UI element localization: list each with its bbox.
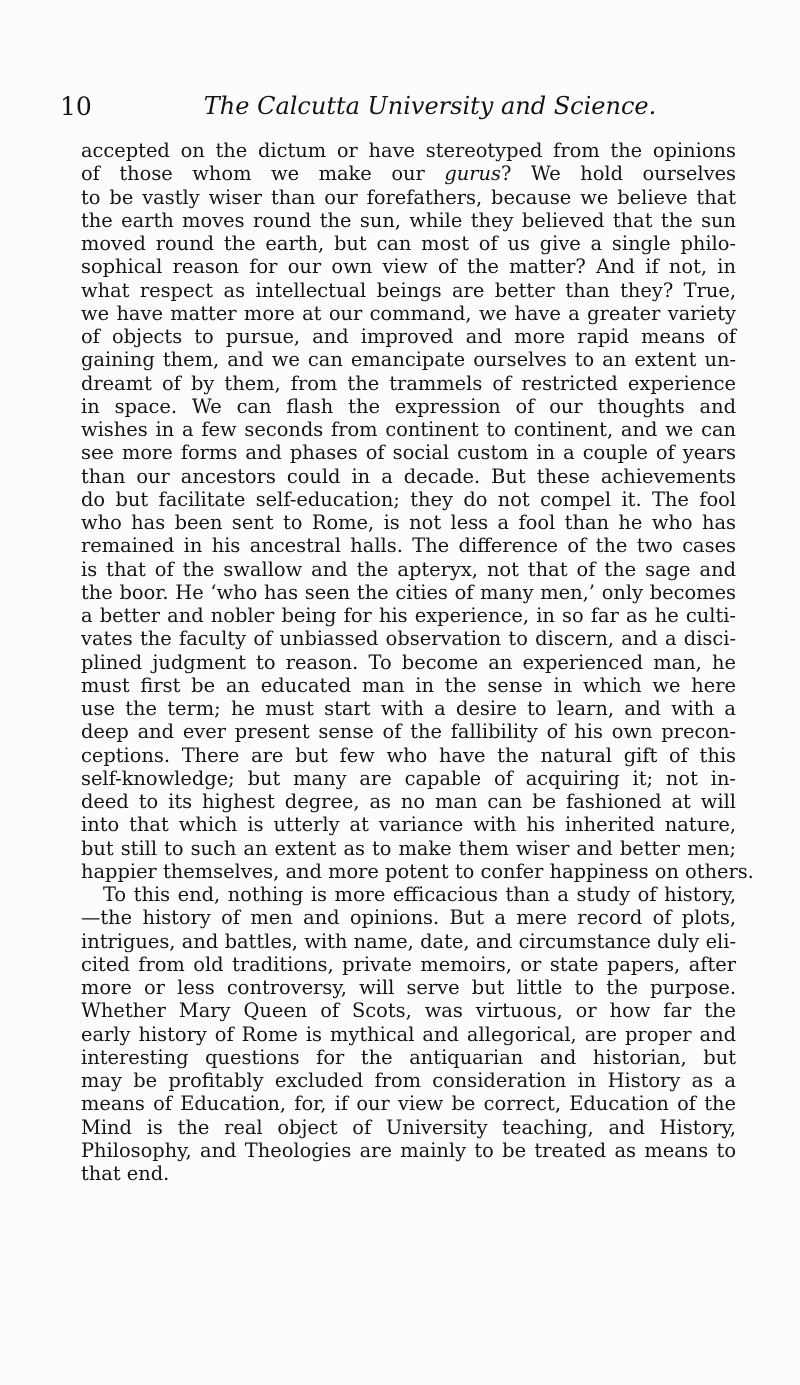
text-line: we have matter more at our command, we have a greater variety [81,301,736,325]
text-line: to be vastly wiser than our forefathers, because we believe that [81,185,736,209]
text-line: Mind is the real object of University teaching, and History, [81,1115,736,1139]
text-line: do but facilitate self-education; they do not compel it. The fool [81,487,736,511]
text-line: the boor. He ‘who has seen the cities of many men,’ only becomes [81,580,736,604]
text-line: Whether Mary Queen of Scots, was virtuous, or how far the [81,999,736,1023]
text-line: —the history of men and opinions. But a mere record of plots, [81,906,736,930]
text-line: deep and ever present sense of the fallibility of his own precon- [81,720,736,744]
text-line: ceptions. There are but few who have the natural gift of this [81,743,736,767]
text-line: sophical reason for our own view of the matter? And if not, in [81,255,736,279]
text-line: who has been sent to Rome, is not less a fool than he who has [81,511,736,534]
text-line: means of Education, for, if our view be correct, Education of the [81,1092,736,1116]
page-number: 10 [60,92,92,121]
text-line: moved round the earth, but can most of us give a single philo- [81,232,736,255]
text-line: see more forms and phases of social custom in a couple of years [81,441,736,465]
text-line: deed to its highest degree, as no man can be fashioned at will [81,790,736,813]
text-line: the earth moves round the sun, while they believed that the sun [81,208,736,232]
text-line: To this end, nothing is more efficacious than a study of history, [103,883,736,906]
text-line: dreamt of by them, from the trammels of restricted experience [81,371,736,395]
text-line: cited from old traditions, private memoirs, or state papers, after [81,952,736,976]
text-line: wishes in a few seconds from continent to continent, and we can [81,418,736,441]
body-text [81,139,754,1185]
text-line: early history of Rome is mythical and allegorical, are proper and [81,1022,736,1046]
text-line: of objects to pursue, and improved and more rapid means of [81,325,736,348]
running-head: The Calcutta University and Science. [203,92,657,120]
text-line: interesting questions for the antiquarian and historian, but [81,1045,736,1069]
text-line: in space. We can flash the expression of our thoughts and [81,394,736,418]
text-line: vates the faculty of unbiassed observation to discern, and a disci- [81,627,736,651]
text-line: what respect as intellectual beings are better than they? True, [81,278,736,302]
text-line: happier themselves, and more potent to confer happiness on others. [81,859,754,883]
text-segment: ? We hold ourselves [500,162,736,186]
text-line: more or less controversy, will serve but little to the purpose. [81,976,736,999]
text-line: but still to such an extent as to make them wiser and better men; [81,836,736,860]
text-line: accepted on the dictum or have stereotyped from the opinions [81,139,736,162]
text-line: must first be an educated man in the sense in which we here [81,673,736,697]
text-line: that end. [81,1162,170,1185]
text-line: than our ancestors could in a decade. But these achievements [81,464,736,488]
text-line [81,162,736,185]
text-line: intrigues, and battles, with name, date, and circumstance duly eli- [81,929,736,953]
italic-term: gurus [444,162,501,186]
text-line: into that which is utterly at variance with his inherited nature, [81,813,736,837]
text-line: self-knowledge; but many are capable of acquiring it; not in- [81,766,736,790]
text-line: is that of the swallow and the apteryx, not that of the sage and [81,557,736,581]
text-line: Philosophy, and Theologies are mainly to be treated as means to [81,1138,736,1162]
text-line: gaining them, and we can emancipate ourselves to an extent un- [81,348,736,372]
text-line: may be profitably excluded from consideration in History as a [81,1069,736,1092]
page-header [60,92,740,128]
text-line: remained in his ancestral halls. The difference of the two cases [81,534,736,558]
text-segment: of those whom we make our [81,162,425,186]
text-line: plined judgment to reason. To become an experienced man, he [81,650,736,674]
text-line: use the term; he must start with a desire to learn, and with a [81,697,736,720]
text-line: a better and nobler being for his experience, in so far as he culti- [81,604,736,627]
